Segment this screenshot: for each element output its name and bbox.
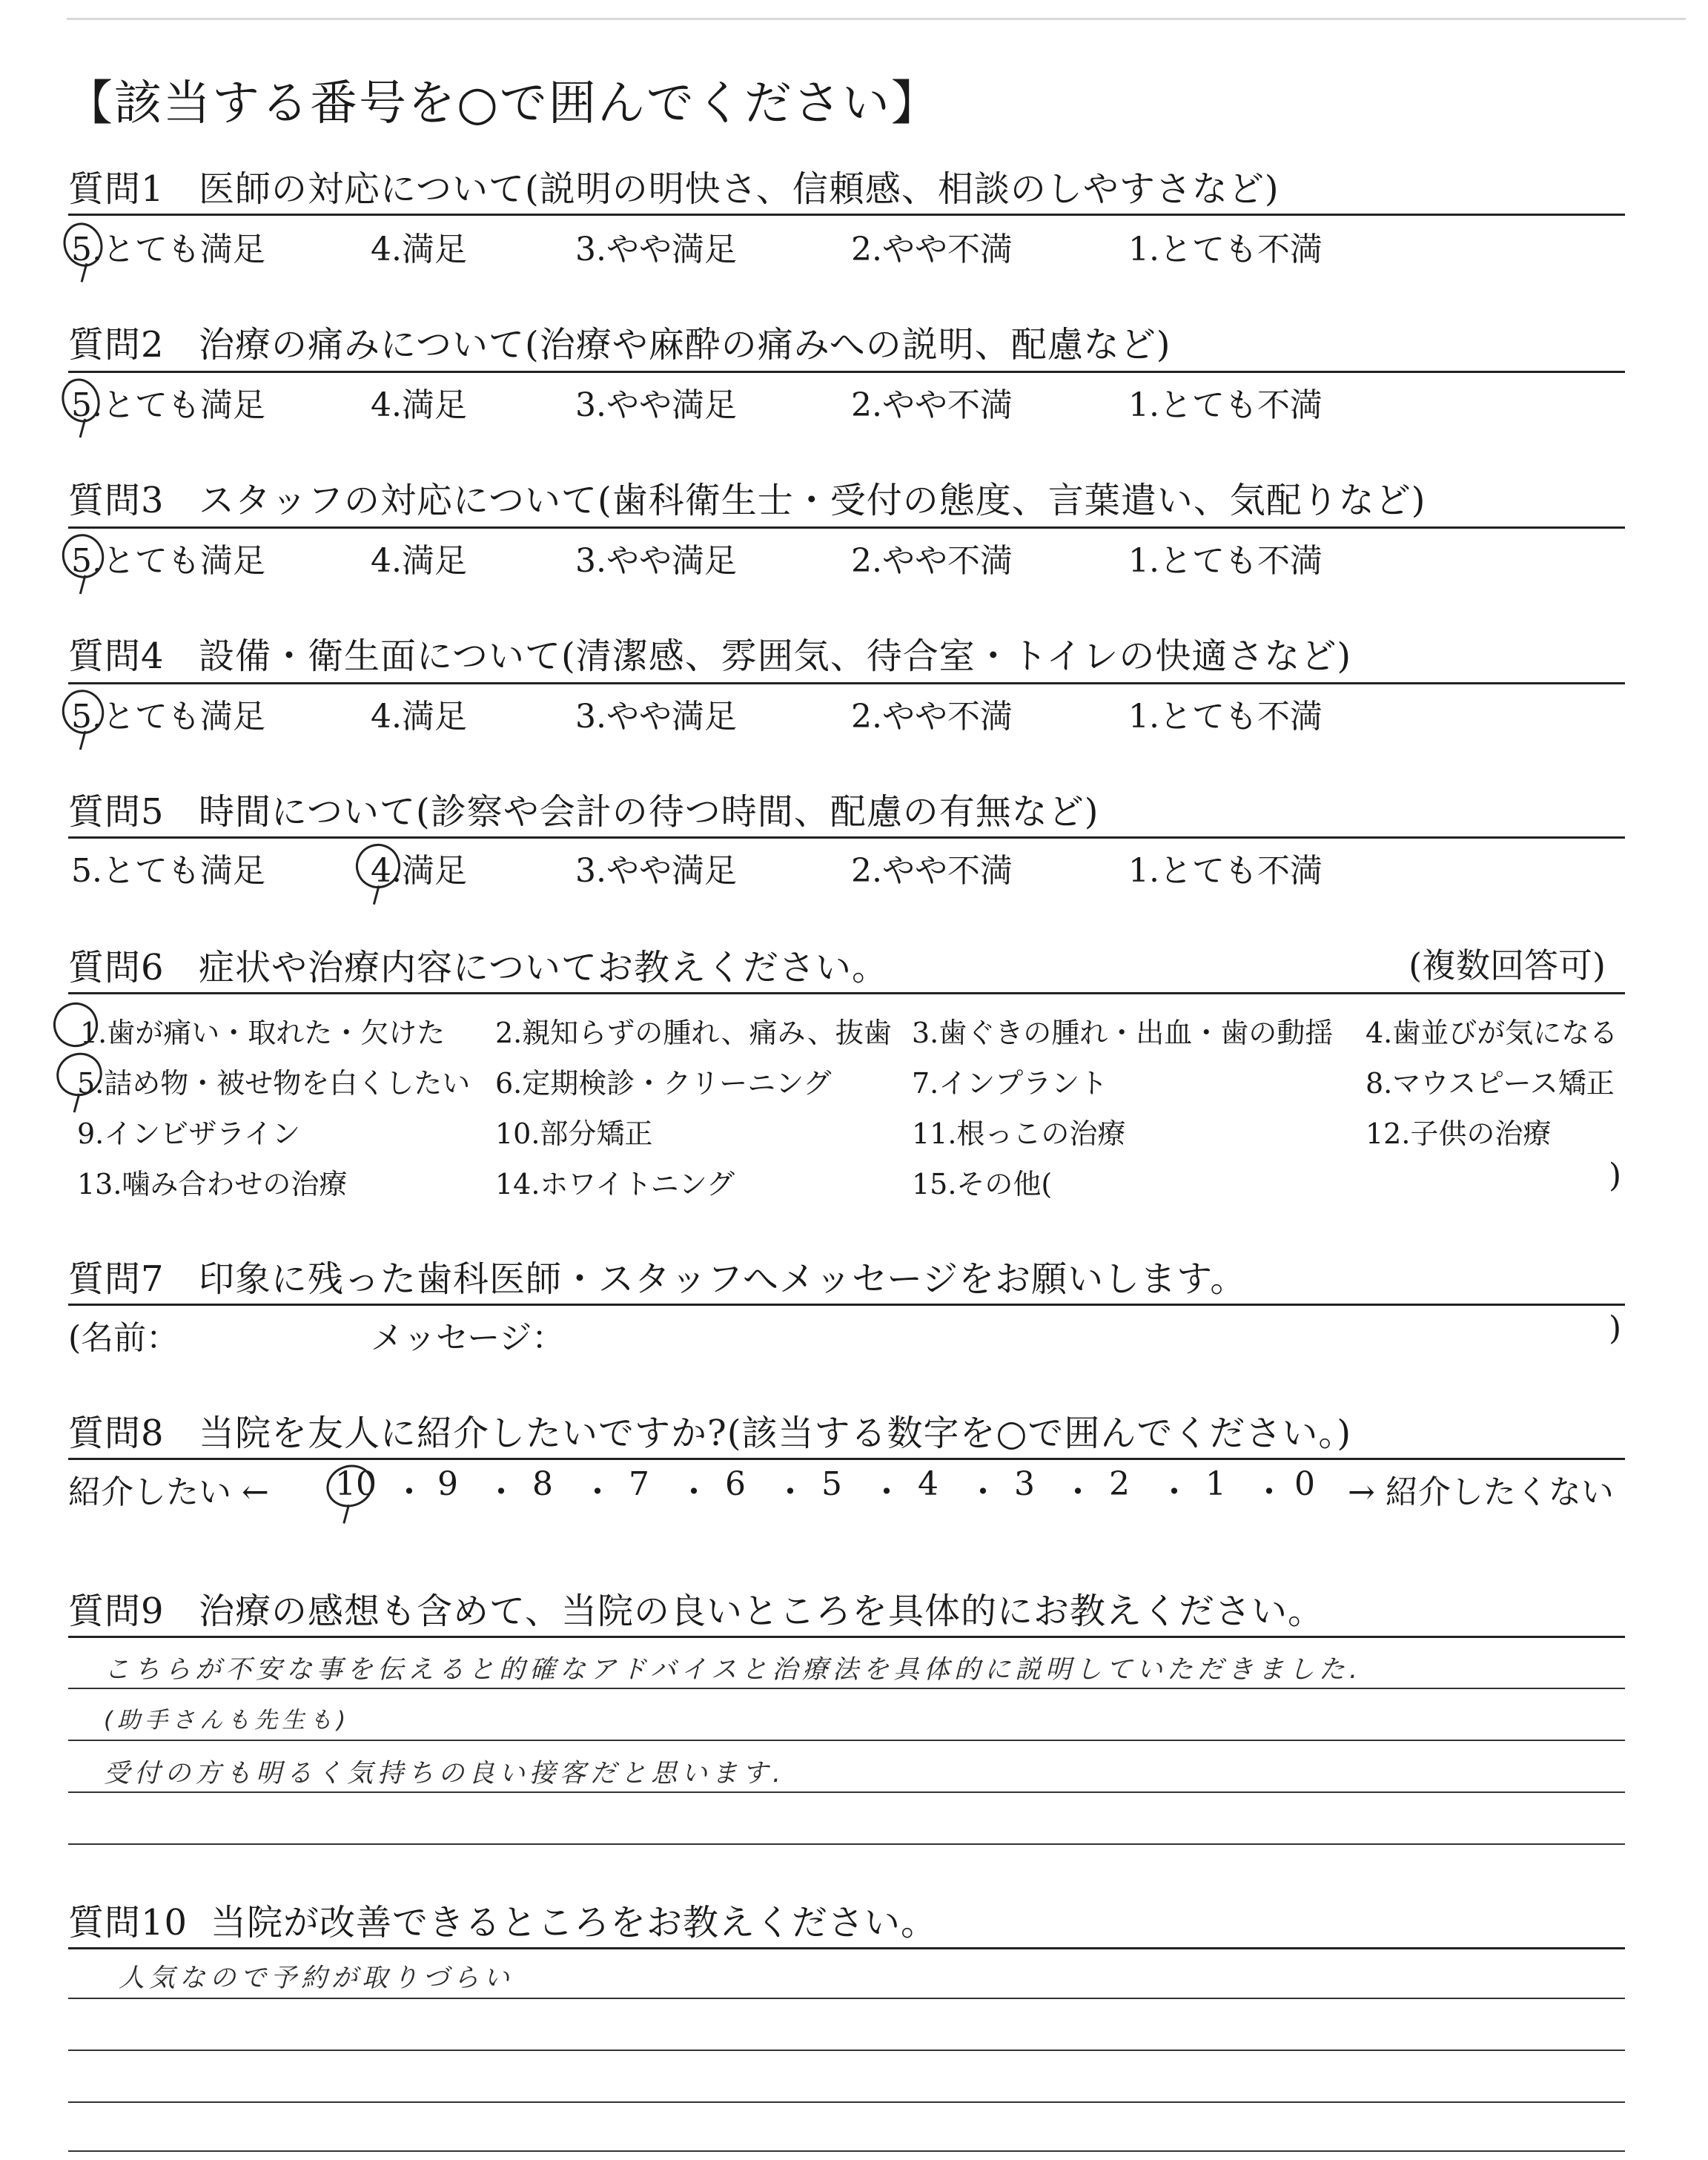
question-text: 印象に残った歯科医師・スタッフへメッセージをお願いします。	[199, 1258, 1247, 1300]
question-text: 設備・衛生面について(清潔感、雰囲気、待合室・トイレの快適さなど)	[199, 635, 1352, 677]
answer-line	[68, 1791, 1625, 1793]
symptom-option-1[interactable]: 1.歯が痛い・取れた・欠けた	[80, 1017, 446, 1049]
question-2-title	[68, 316, 1171, 367]
question-rule	[68, 1304, 1625, 1306]
question-rule	[68, 992, 1625, 994]
multiple-answers-note: (複数回答可)	[1409, 945, 1606, 985]
page-top-rule	[67, 18, 1686, 20]
question-number: 質問10	[68, 1902, 188, 1943]
rating-option-1[interactable]: 1.とても不満	[1128, 698, 1323, 736]
question-number: 質問4	[68, 635, 165, 677]
question-number: 質問6	[68, 947, 165, 988]
symptom-option-14[interactable]: 14.ホワイトニング	[495, 1168, 735, 1200]
question-rule	[68, 836, 1625, 839]
answer-line	[68, 2101, 1625, 2103]
symptom-option-8[interactable]: 8.マウスピース矯正	[1366, 1067, 1615, 1100]
handwritten-answer-line: こちらが不安な事を伝えると的確なアドバイスと治療法を具体的に説明していただきました.	[104, 1655, 1363, 1685]
recommend-right-label: → 紹介したくない	[1348, 1473, 1614, 1511]
question-number: 質問5	[68, 791, 165, 833]
scale-option-1[interactable]: 1	[1205, 1465, 1226, 1503]
question-text: 時間について(診察や会計の待つ時間、配慮の有無など)	[199, 791, 1099, 833]
message-label: メッセージ：	[371, 1319, 565, 1357]
page-heading: 【該当する番号を○で囲んでください】	[65, 76, 940, 131]
rating-option-2[interactable]: 2.やや不満	[851, 698, 1013, 736]
answer-line	[68, 2050, 1625, 2051]
recommend-left-label: 紹介したい ←	[68, 1473, 269, 1511]
answer-line	[68, 1998, 1625, 1999]
question-rule	[68, 371, 1625, 373]
symptom-option-12[interactable]: 12.子供の治療	[1366, 1117, 1552, 1150]
rating-option-4[interactable]: 4.満足	[371, 542, 467, 580]
answer-line	[68, 1843, 1625, 1845]
handwritten-answer-line: 受付の方も明るく気持ちの良い接客だと思います.	[104, 1759, 786, 1789]
question-number: 質問8	[68, 1413, 165, 1454]
question-rule	[68, 214, 1625, 216]
rating-option-5[interactable]: 5.とても満足	[71, 542, 265, 580]
scale-option-5[interactable]: 5	[821, 1465, 842, 1503]
question-6-title	[68, 939, 888, 990]
scale-option-8[interactable]: 8	[532, 1465, 553, 1503]
handwritten-answer-line: 人気なので予約が取りづらい	[119, 1964, 514, 1993]
question-text: 当院を友人に紹介したいですか?(該当する数字を○で囲んでください。)	[199, 1413, 1352, 1454]
message-close-paren: )	[1609, 1309, 1622, 1347]
scale-option-9[interactable]: 9	[437, 1465, 458, 1503]
question-text: 症状や治療内容についてお教えください。	[199, 947, 889, 988]
scale-separator: ・	[967, 1473, 999, 1511]
scale-separator: ・	[678, 1473, 710, 1511]
question-rule	[68, 526, 1625, 529]
symptom-option-6[interactable]: 6.定期検診・クリーニング	[495, 1067, 832, 1100]
rating-option-2[interactable]: 2.やや不満	[851, 386, 1013, 424]
question-9-title	[68, 1582, 1324, 1634]
scale-option-4[interactable]: 4	[918, 1465, 939, 1503]
symptom-option-5[interactable]: 5.詰め物・被せ物を白くしたい	[77, 1067, 471, 1100]
rating-option-5[interactable]: 5.とても満足	[71, 698, 265, 736]
question-text: スタッフの対応について(歯科衛生士・受付の態度、言葉遣い、気配りなど)	[199, 480, 1426, 521]
question-rule	[68, 1458, 1625, 1460]
symptom-option-11[interactable]: 11.根っこの治療	[912, 1117, 1126, 1150]
rating-option-3[interactable]: 3.やや満足	[575, 698, 737, 736]
rating-option-1[interactable]: 1.とても不満	[1128, 542, 1323, 580]
name-label: (名前：	[68, 1319, 179, 1357]
rating-option-3[interactable]: 3.やや満足	[575, 852, 737, 890]
question-rule	[68, 682, 1625, 684]
question-7-title	[68, 1250, 1246, 1301]
rating-option-1[interactable]: 1.とても不満	[1128, 386, 1323, 424]
scale-separator: ・	[1253, 1473, 1285, 1511]
symptom-option-13[interactable]: 13.噛み合わせの治療	[77, 1168, 348, 1200]
question-number: 質問7	[68, 1258, 165, 1300]
symptom-option-15-other[interactable]: 15.その他(	[912, 1168, 1053, 1200]
question-text: 治療の痛みについて(治療や麻酔の痛みへの説明、配慮など)	[199, 324, 1171, 366]
question-number: 質問1	[68, 168, 165, 210]
question-8-title	[68, 1404, 1351, 1456]
answer-line	[68, 2150, 1625, 2152]
rating-option-4[interactable]: 4.満足	[371, 386, 467, 424]
symptom-option-2[interactable]: 2.親知らずの腫れ、痛み、抜歯	[495, 1017, 892, 1049]
rating-option-2[interactable]: 2.やや不満	[851, 231, 1013, 268]
scale-option-7[interactable]: 7	[629, 1465, 649, 1503]
question-1-title	[68, 160, 1280, 211]
question-10-title	[68, 1894, 937, 1945]
rating-option-5[interactable]: 5.とても満足	[71, 386, 265, 424]
rating-option-3[interactable]: 3.やや満足	[575, 231, 737, 268]
scale-separator: ・	[1062, 1473, 1094, 1511]
scale-option-0[interactable]: 0	[1294, 1465, 1315, 1503]
question-5-title	[68, 783, 1099, 834]
rating-option-1[interactable]: 1.とても不満	[1128, 231, 1323, 268]
question-4-title	[68, 627, 1351, 678]
symptom-option-3[interactable]: 3.歯ぐきの腫れ・出血・歯の動揺	[912, 1017, 1334, 1049]
rating-option-2[interactable]: 2.やや不満	[851, 852, 1013, 890]
rating-option-5[interactable]: 5.とても満足	[71, 231, 265, 268]
scale-separator: ・	[1158, 1473, 1191, 1511]
rating-option-2[interactable]: 2.やや不満	[851, 542, 1013, 580]
scale-option-2[interactable]: 2	[1109, 1465, 1130, 1503]
rating-option-4[interactable]: 4.満足	[371, 852, 467, 890]
question-rule	[68, 1636, 1625, 1638]
handwritten-answer-line: (助手さんも先生も)	[104, 1707, 351, 1734]
question-3-title	[68, 472, 1426, 523]
answer-line	[68, 1740, 1625, 1741]
question-number: 質問9	[68, 1591, 165, 1632]
question-rule	[68, 1947, 1625, 1949]
answer-line	[68, 1688, 1625, 1689]
symptom-option-7[interactable]: 7.インプラント	[912, 1067, 1108, 1100]
rating-option-5[interactable]: 5.とても満足	[71, 852, 265, 890]
scale-separator: ・	[485, 1473, 517, 1511]
scale-option-6[interactable]: 6	[725, 1465, 746, 1503]
rating-option-3[interactable]: 3.やや満足	[575, 386, 737, 424]
scale-separator: ・	[393, 1473, 426, 1511]
question-number: 質問2	[68, 324, 165, 366]
rating-option-4[interactable]: 4.満足	[371, 698, 467, 736]
question-text: 医師の対応について(説明の明快さ、信頼感、相談のしやすさなど)	[199, 168, 1280, 210]
scale-option-3[interactable]: 3	[1014, 1465, 1035, 1503]
rating-option-3[interactable]: 3.やや満足	[575, 542, 737, 580]
symptom-option-10[interactable]: 10.部分矯正	[495, 1117, 653, 1150]
question-text: 当院が改善できるところをお教えください。	[211, 1902, 938, 1943]
symptom-option-9[interactable]: 9.インビザライン	[77, 1117, 301, 1150]
scale-separator: ・	[870, 1473, 903, 1511]
other-close-paren: )	[1609, 1157, 1622, 1195]
question-number: 質問3	[68, 480, 165, 521]
scale-option-10[interactable]: 10	[335, 1465, 377, 1503]
scale-separator: ・	[774, 1473, 807, 1511]
question-text: 治療の感想も含めて、当院の良いところを具体的にお教えください。	[199, 1591, 1325, 1632]
rating-option-1[interactable]: 1.とても不満	[1128, 852, 1323, 890]
rating-option-4[interactable]: 4.満足	[371, 231, 467, 268]
symptom-option-4[interactable]: 4.歯並びが気になる	[1366, 1017, 1618, 1049]
scale-separator: ・	[581, 1473, 614, 1511]
